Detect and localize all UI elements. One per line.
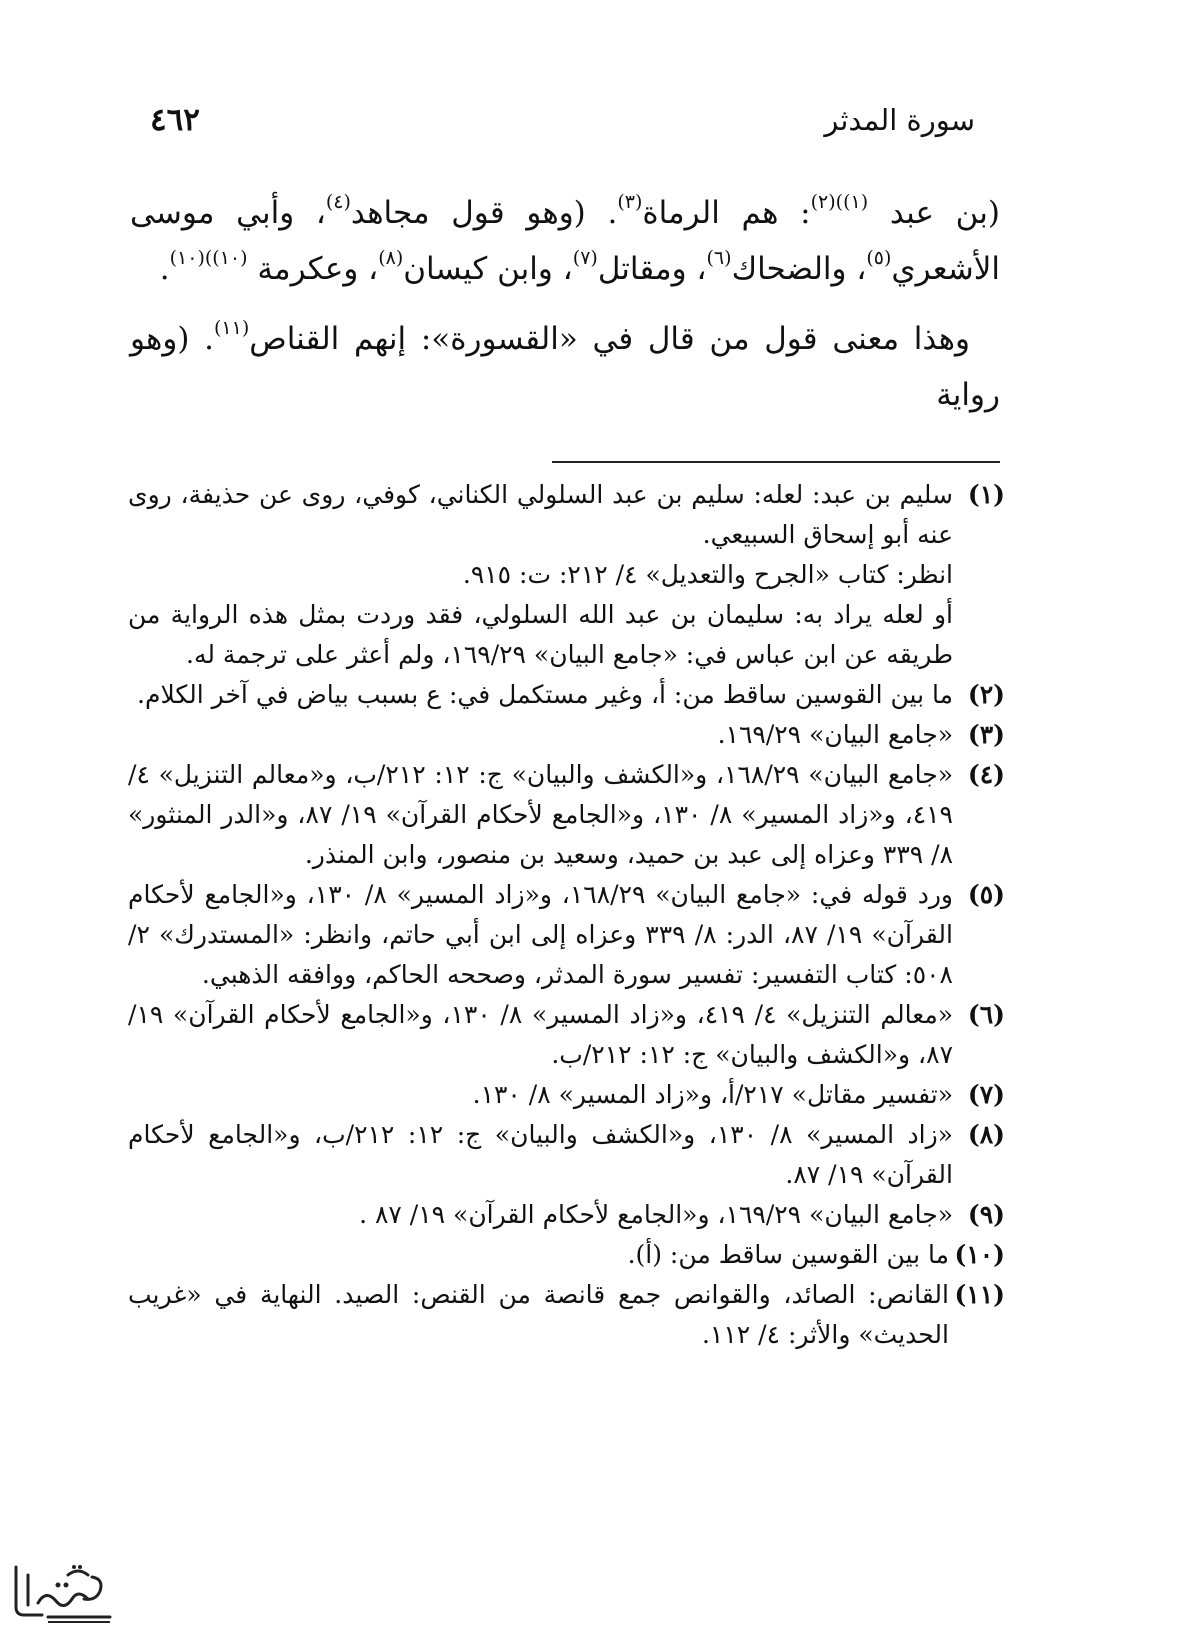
main-text [130,185,1000,423]
footnote: (٧) «تفسير مقاتل» ٢١٧/أ، و«زاد المسير» ٨/ ١٣٠. [128,1075,1005,1115]
footnote-number: (٦) [967,1000,1005,1029]
footnote: (٣) «جامع البيان» ١٦٩/٢٩. [128,715,1005,755]
main-text-line: (بن عبد $^{(١))(٢)}$: هم الرماة$^{(٣)}$. (وهو قول مجاهد$^{(٤)}$، وأبي موسى الأشعري$^{(٥)}$، والضحاك$^{(٦)}$، ومقاتل$^{(٧)}$، وابن كيسان$^{(٨)}$، وعكرمة $^{(١٠))(١٠)}$. [130,190,1000,287]
footnote-number: (٣) [967,720,1005,749]
footnote: (٥) ورد قوله في: «جامع البيان» ١٦٨/٢٩، و«زاد المسير» ٨/ ١٣٠، و«الجامع لأحكام القرآن» ١٩/ ٨٧، الدر: ٨/ ٣٣٩ وعزاه إلى ابن أبي حاتم، وانظر: «المستدرك» ٢/ ٥٠٨: كتاب التفسير: تفسير سورة المدثر، وصححه الحاكم، ووافقه الذهبي. [128,875,1005,995]
footnote: (٢) ما بين القوسين ساقط من: أ، وغير مستكمل في: ع بسبب بياض في آخر الكلام. [128,675,1005,715]
footnote-number: (٢) [967,680,1005,709]
page-number: ٤٦٢ [150,102,200,138]
almoshaf-logo-icon [8,1555,118,1630]
footnote-number: (٩) [967,1200,1005,1229]
footnote: (٩) «جامع البيان» ١٦٩/٢٩، و«الجامع لأحكام القرآن» ١٩/ ٨٧ . [128,1195,1005,1235]
footnote-number: (٥) [967,880,1005,909]
footnote: (٦) «معالم التنزيل» ٤/ ٤١٩، و«زاد المسير» ٨/ ١٣٠، و«الجامع لأحكام القرآن» ١٩/ ٨٧، و«الكشف والبيان» ج: ١٢: ٢١٢/ب. [128,995,1005,1075]
running-title: سورة المدثر [824,103,975,137]
footnote: (١) سليم بن عبد: لعله: سليم بن عبد السلولي الكناني، كوفي، روى عن حذيفة، روى عنه أبو إسحاق السبيعي. انظر: كتاب «الجرح والتعديل» ٤/ ٢١٢: ت: ٩١٥. أو لعله يراد به: سليمان بن عبد الله السلولي، فقد وردت بمثل هذه الرواية من طريقه عن ابن عباس في: «جامع البيان» ١٦٩/٢٩، ولم أعثر على ترجمة له. [128,475,1005,675]
footnote-separator [552,461,1000,463]
footnote: (١٠) ما بين القوسين ساقط من: (أ). [128,1235,1005,1275]
footnote-number: (٨) [967,1120,1005,1149]
footnote-number: (٧) [967,1080,1005,1109]
footnote-number: (١٠) [954,1240,1005,1269]
page-header [150,95,975,145]
footnote-number: (١) [967,480,1005,509]
footnotes [128,475,1005,1355]
footnote-number: (٤) [967,760,1005,789]
footnote: (٤) «جامع البيان» ١٦٨/٢٩، و«الكشف والبيان» ج: ١٢: ٢١٢/ب، و«معالم التنزيل» ٤/ ٤١٩، و«زاد المسير» ٨/ ١٣٠، و«الجامع لأحكام القرآن» ١٩/ ٨٧، و«الدر المنثور» ٨/ ٣٣٩ وعزاه إلى عبد بن حميد، وسعيد بن منصور، وابن المنذر. [128,755,1005,875]
footnote-number: (١١) [954,1280,1005,1309]
main-text-paragraph: وهذا معنى قول من قال في «القسورة»: إنهم القناص$^{(١١)}$. (وهو رواية [130,316,1000,413]
footnote: (١١) القانص: الصائد، والقوانص جمع قانصة من القنص: الصيد. النهاية في «غريب الحديث» والأثر: ٤/ ١١٢. [128,1275,1005,1355]
footnote: (٨) «زاد المسير» ٨/ ١٣٠، و«الكشف والبيان» ج: ١٢: ٢١٢/ب، و«الجامع لأحكام القرآن» ١٩/ ٨٧. [128,1115,1005,1195]
